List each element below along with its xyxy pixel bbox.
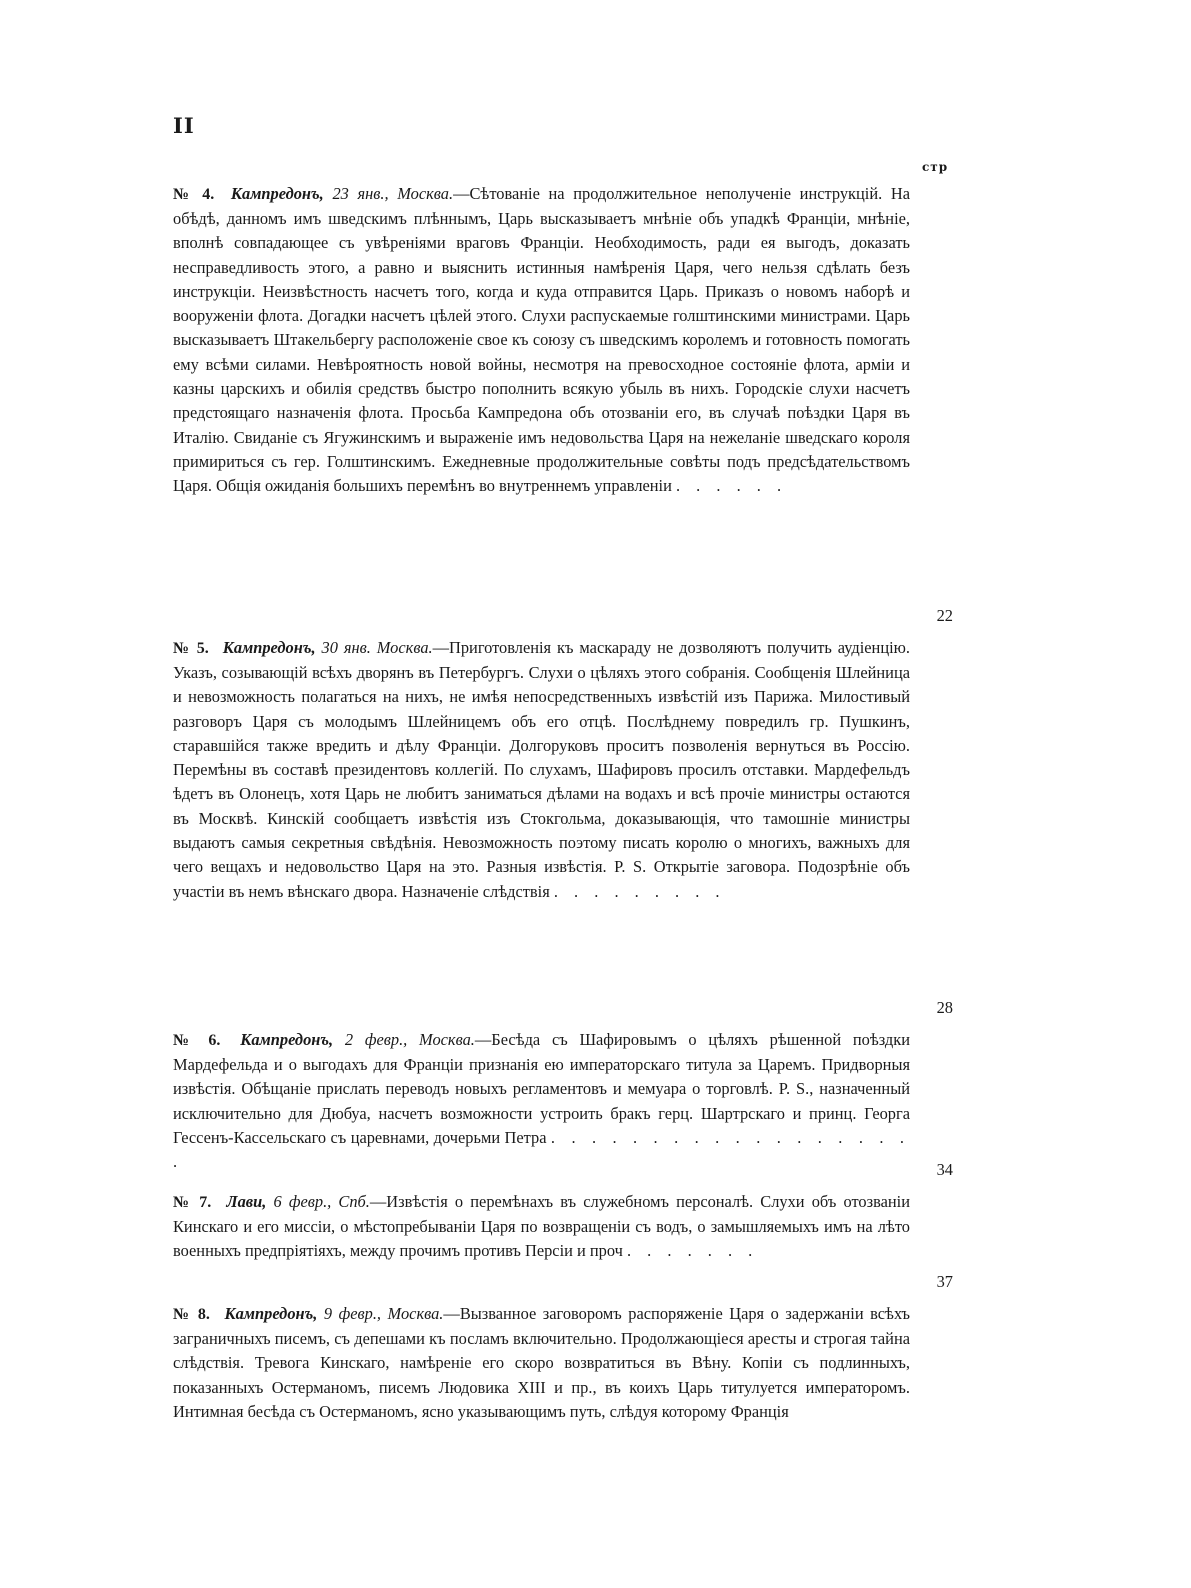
- toc-entry: [173, 1028, 1043, 1188]
- entry-date: 2 февр., Москва.: [344, 1030, 475, 1049]
- table-of-contents: [173, 182, 1043, 1494]
- entry-date: 23 янв., Москва.: [332, 184, 454, 203]
- dot-leader: . . . . . . .: [626, 1241, 759, 1261]
- entry-author: Кампредонъ,: [224, 1304, 318, 1323]
- entry-summary: —Вызванное заговоромъ распоряженіе Царя о задержаніи всѣхъ заграничныхъ писемъ, съ депешами къ посламъ включительно. Продолжающіеся аресты и строгая тайна слѣдствія. Тревога Кинскаго, намѣреніе его скоро возвратиться въ Вѣну. Копіи съ подлинныхъ, показанныхъ Остерманомъ, писемъ Людовика XIII и пр., въ коихъ Царь титулуется императоромъ. Интимная бесѣда съ Остерманомъ, ясно указывающимъ путь, слѣдуя которому Франція: [173, 1304, 910, 1421]
- entry-summary: —Сѣтованіе на продолжительное неполученіе инструкцій. На обѣдѣ, данномъ имъ шведскимъ плѣннымъ, Царь высказываетъ мнѣніе объ упадкѣ Франціи, мнѣніе, вполнѣ совпадающее съ увѣреніями враговъ Франціи. Необходимость, ради ея выгодъ, доказать несправедливость этого, а равно и выяснить истинныя намѣренія Царя, чего нельзя сдѣлать безъ инструкціи. Неизвѣстность насчетъ того, когда и куда отправится Царь. Приказъ о новомъ наборѣ и вооруженіи флота. Догадки насчетъ цѣлей этого. Слухи распускаемые голштинскими министрами. Царь высказываетъ Штакельбергу расположеніе свое къ союзу съ шведскимъ королемъ и готовность помогать ему всѣми силами. Невѣроятность новой войны, несмотря на превосходное состояніе флота, арміи и казны царскихъ и обилія средствъ быстро пополнить всякую убыль въ нихъ. Городскіе слухи насчетъ предстоящаго назначенія флота. Просьба Кампредона объ отозваніи его, въ случаѣ поѣздки Царя въ Италію. Свиданіе съ Ягужинскимъ и выраженіе имъ недовольства Царя на нежеланіе шведскаго короля примириться съ гер. Голштинскимъ. Ежедневные продолжительные совѣты подъ предсѣдательствомъ Царя. Общія ожиданія большихъ перемѣнъ во внутреннемъ управленіи: [173, 184, 910, 496]
- entry-date: 6 февр., Спб.: [273, 1192, 370, 1211]
- page-numeral: II: [173, 113, 195, 138]
- entry-page-number: 28: [936, 997, 953, 1017]
- dot-leader: . . . . . .: [675, 476, 788, 496]
- entry-page-number: 37: [936, 1271, 953, 1291]
- page-column-label: стр: [922, 160, 949, 174]
- entry-number: № 4.: [173, 186, 215, 203]
- entry-number: № 8.: [173, 1306, 210, 1323]
- entry-summary: —Бесѣда съ Шафировымъ о цѣляхъ рѣшенной поѣздки Мардефельда и о выгодахъ для Франціи признанія ею императорскаго титула за Царемъ. Придворныя извѣстія. Обѣщаніе прислать переводъ новыхъ регламентовъ и мемуара о торговлѣ. P. S., назначенный исключительно для Дюбуа, насчетъ возможности устроить бракъ герц. Шартрскаго и принц. Георга Гессенъ-Кассельскаго съ царевнами, дочерьми Петра: [173, 1030, 910, 1147]
- toc-entry: [173, 1302, 1043, 1492]
- dot-leader: . . . . . . . . .: [553, 881, 726, 901]
- entry-date: 9 февр., Москва.: [323, 1304, 444, 1323]
- entry-number: № 5.: [173, 640, 209, 657]
- dot-leader: . . . . . . . . . . . . . . . . . . .: [173, 1127, 910, 1172]
- entry-page-number: 34: [936, 1159, 953, 1179]
- entry-date: 30 янв. Москва.: [321, 638, 433, 657]
- entry-page-number: 22: [936, 605, 953, 625]
- entry-number: № 6.: [173, 1032, 221, 1049]
- entry-author: Кампредонъ,: [230, 184, 324, 203]
- toc-entry: [173, 182, 1043, 634]
- entry-number: № 7.: [173, 1194, 212, 1211]
- entry-author: Кампредонъ,: [240, 1030, 334, 1049]
- entry-author: Лави,: [226, 1192, 267, 1211]
- entry-author: Кампредонъ,: [222, 638, 316, 657]
- entry-summary: —Извѣстія о перемѣнахъ въ служебномъ персоналѣ. Слухи объ отозваніи Кинскаго и его миссіи, о мѣстопребываніи Царя по возвращеніи съ водъ, о замышляемыхъ имъ на лѣто военныхъ предпріятіяхъ, между прочимъ противъ Персіи и проч: [173, 1192, 910, 1261]
- toc-entry: [173, 636, 1043, 1026]
- entry-summary: —Приготовленія къ маскараду не дозволяютъ получить аудіенцію. Указъ, созывающій всѣхъ дворянъ въ Петербургъ. Слухи о цѣляхъ этого собранія. Сообщенія Шлейница и невозможность полагаться на нихъ, не имѣя непосредственныхъ извѣстій изъ Парижа. Милостивый разговоръ Царя съ молодымъ Шлейницемъ объ его отцѣ. Послѣднему повредилъ гр. Пушкинъ, старавшійся также вредить и дѣлу Франціи. Долгоруковъ проситъ позволенія вернуться въ Россію. Перемѣны въ составѣ президентовъ коллегій. По слухамъ, Шафировъ просилъ отставки. Мардефельдъ ѣдетъ въ Олонецъ, хотя Царь не любитъ заниматься дѣлами на водахъ и всѣ прочіе министры остаются въ Москвѣ. Кинскій сообщаетъ извѣстія изъ Стокгольма, доказывающія, что тамошніе министры выдаютъ самыя секретныя свѣдѣнія. Невозможность поэтому писать королю о многихъ, важныхъ для чего вещахъ и недовольство Царя на это. Разныя извѣстія. P. S. Открытіе заговора. Подозрѣніе объ участіи въ немъ вѣнскаго двора. Назначеніе слѣдствія: [173, 638, 910, 901]
- toc-entry: [173, 1190, 1043, 1300]
